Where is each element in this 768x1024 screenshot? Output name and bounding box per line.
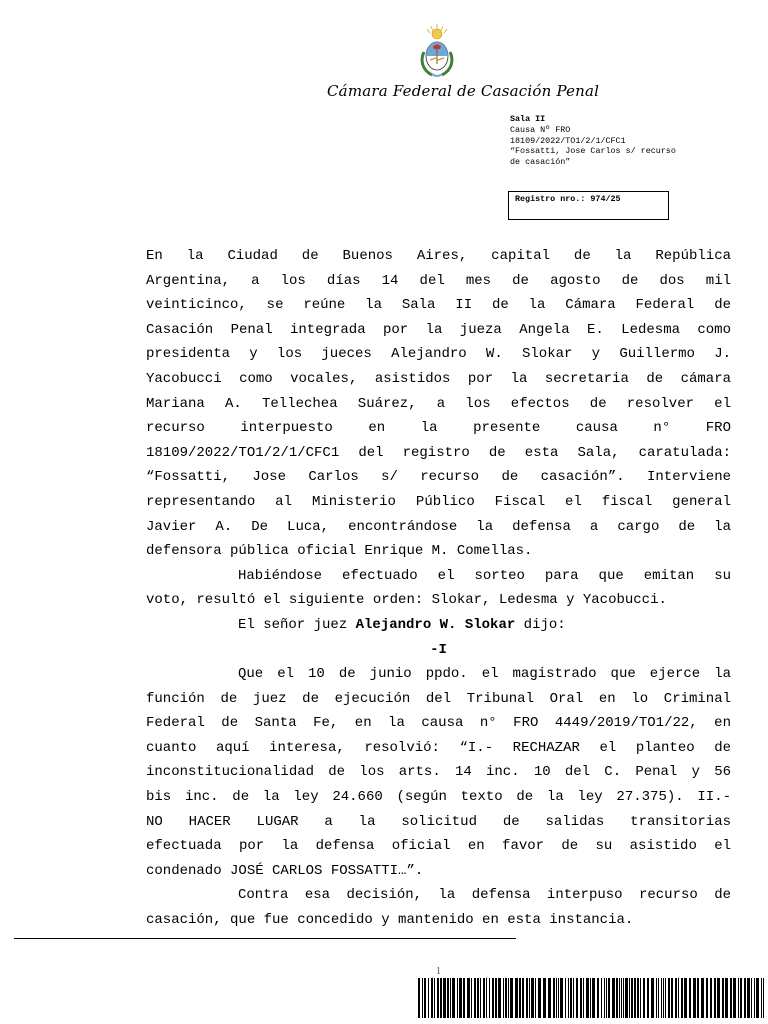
body-line: función de juez de ejecución del Tribunal Oral en lo Criminal xyxy=(146,690,731,707)
case-caption-line2: de casación” xyxy=(510,157,571,168)
body-line: bis inc. de la ley 24.660 (según texto de la ley 27.375). II.- xyxy=(146,789,731,806)
body-line: inconstitucionalidad de los arts. 14 inc. 10 del C. Penal y 56 xyxy=(146,764,731,781)
registro-number-box: Registro nro.: 974/25 xyxy=(508,191,669,220)
sala-label: Sala II xyxy=(510,114,546,124)
body-line: Que el 10 de junio ppdo. el magistrado que ejerce la xyxy=(238,666,731,683)
body-line: efectuada por la defensa oficial en favor de su asistido el xyxy=(146,838,731,855)
case-metadata xyxy=(510,114,710,168)
court-name-header: Cámara Federal de Casación Penal xyxy=(327,82,600,100)
barcode-icon xyxy=(418,978,764,1018)
causa-number-line1: Causa Nº FRO xyxy=(510,124,571,135)
body-line: NO HACER LUGAR a la solicitud de salidas transitorias xyxy=(146,813,731,830)
body-line: Federal de Santa Fe, en la causa n° FRO 4449/2019/TO1/22, en xyxy=(146,715,731,732)
document-body xyxy=(146,244,731,933)
body-line: Casación Penal integrada por la jueza Angela E. Ledesma como xyxy=(146,321,731,338)
body-line: Mariana A. Tellechea Suárez, a los efectos de resolver el xyxy=(146,395,731,412)
judge-intro-prefix: El señor juez xyxy=(238,616,356,633)
body-line: presidenta y los jueces Alejandro W. Slokar y Guillermo J. xyxy=(146,346,731,363)
body-line: 18109/2022/TO1/2/1/CFC1 del registro de esta Sala, caratulada: xyxy=(146,444,731,461)
body-line: condenado JOSÉ CARLOS FOSSATTI…”. xyxy=(146,862,424,879)
body-line: Argentina, a los días 14 del mes de agosto de dos mil xyxy=(146,272,731,289)
footer-divider xyxy=(14,938,516,939)
body-line: “Fossatti, Jose Carlos s/ recurso de casación”. Interviene xyxy=(146,469,731,486)
body-line: recurso interpuesto en la presente causa n° FRO xyxy=(146,420,731,437)
section-heading: -I xyxy=(430,641,447,658)
case-caption-line1: “Fossatti, Jose Carlos s/ recurso xyxy=(510,146,676,157)
body-line: Contra esa decisión, la defensa interpuso recurso de xyxy=(238,887,731,904)
judge-name: Alejandro W. Slokar xyxy=(355,616,516,633)
body-line: defensora pública oficial Enrique M. Comellas. xyxy=(146,543,533,560)
body-line: Javier A. De Luca, encontrándose la defensa a cargo de la xyxy=(146,518,731,535)
judge-intro-line xyxy=(146,613,731,638)
body-line: En la Ciudad de Buenos Aires, capital de la República xyxy=(146,248,731,264)
body-line: cuanto aquí interesa, resolvió: “I.- RECHAZAR el planteo de xyxy=(146,739,731,756)
body-line: veinticinco, se reúne la Sala II de la Cámara Federal de xyxy=(146,297,731,314)
national-coat-of-arms-icon xyxy=(416,22,458,80)
page-number: 1 xyxy=(436,966,441,977)
body-line: Habiéndose efectuado el sorteo para que emitan su xyxy=(238,567,731,584)
body-line: casación, que fue concedido y mantenido en esta instancia. xyxy=(146,912,634,929)
body-line: representando al Ministerio Público Fiscal el fiscal general xyxy=(146,493,731,510)
judge-intro-suffix: dijo: xyxy=(515,616,566,633)
body-line: Yacobucci como vocales, asistidos por la secretaria de cámara xyxy=(146,370,731,387)
body-line: voto, resultó el siguiente orden: Slokar, Ledesma y Yacobucci. xyxy=(146,592,667,609)
causa-number-line2: 18109/2022/TO1/2/1/CFC1 xyxy=(510,135,626,146)
